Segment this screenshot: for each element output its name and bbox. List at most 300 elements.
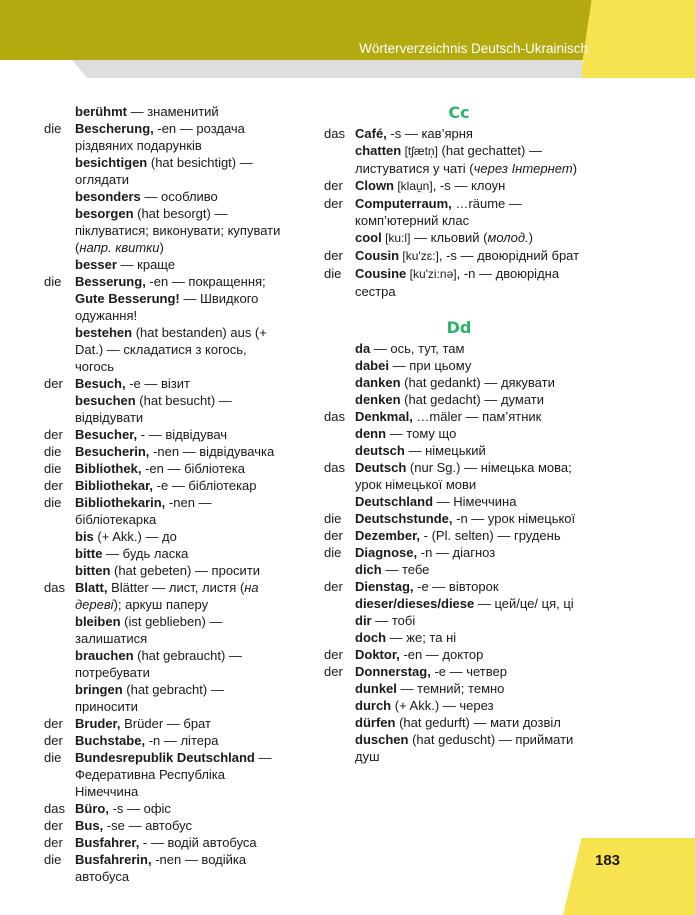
entry-article: das <box>44 801 65 816</box>
entry-article <box>324 425 355 442</box>
header-shadow-strip <box>72 60 582 78</box>
dictionary-entry <box>44 579 289 613</box>
dictionary-entry <box>324 408 594 425</box>
entry-article: der <box>324 647 343 662</box>
entry-article <box>44 103 75 120</box>
dictionary-entry <box>44 528 289 545</box>
entry-definition: -nen — водійка автобуса <box>75 852 247 884</box>
entry-article <box>324 680 355 697</box>
entry-definition: (hat gebracht) — приносити <box>75 682 224 714</box>
entry-article: die <box>44 461 62 476</box>
entry-headword: dürfen <box>355 715 396 730</box>
entry-definition: -e — візит <box>125 376 190 391</box>
entry-text <box>75 647 289 681</box>
entry-headword: bringen <box>75 682 123 697</box>
entry-pronunciation: [ku:l] <box>381 231 411 245</box>
entry-article <box>324 595 355 612</box>
dictionary-entry <box>324 578 594 595</box>
dictionary-entry <box>44 103 289 120</box>
entry-article <box>44 205 75 256</box>
entry-note: через Інтернет <box>473 161 573 176</box>
dictionary-entry <box>324 680 594 697</box>
dictionary-entry <box>324 561 594 578</box>
dictionary-entry <box>44 851 289 885</box>
entry-article: der <box>324 664 343 679</box>
entry-headword: bestehen <box>75 325 133 340</box>
page-number: 183 <box>595 852 621 869</box>
entry-headword: Dezember, <box>355 528 421 543</box>
entry-article: der <box>44 427 63 442</box>
entry-headword: Deutsch <box>355 460 407 475</box>
entry-article <box>44 613 75 647</box>
entry-list-d <box>324 340 594 765</box>
entry-headword: Busfahrerin, <box>75 852 152 867</box>
entry-definition: -s — офіс <box>108 801 171 816</box>
entry-text <box>75 477 289 494</box>
entry-text <box>355 663 594 680</box>
entry-definition: — же; та ні <box>386 630 457 645</box>
entry-text <box>355 265 594 300</box>
entry-headword: Besucherin, <box>75 444 150 459</box>
entry-text <box>75 426 289 443</box>
entry-headword: Blatt, <box>75 580 108 595</box>
entry-definition: -n — діагноз <box>417 545 496 560</box>
entry-article: der <box>324 178 343 193</box>
entry-pronunciation: [ku'zi:nə] <box>406 267 457 281</box>
entry-article <box>44 681 75 715</box>
dictionary-entry <box>324 125 594 142</box>
entry-article <box>324 340 355 357</box>
dictionary-entry <box>324 459 594 493</box>
entry-definition: (hat besorgt) — піклуватися; виконувати; купувати ( <box>75 206 281 255</box>
entry-text <box>355 646 594 663</box>
dictionary-entry <box>324 374 594 391</box>
entry-headword: Besserung, <box>75 274 146 289</box>
entry-text <box>355 391 594 408</box>
entry-headword: chatten <box>355 143 402 158</box>
dictionary-entry <box>44 545 289 562</box>
entry-headword: Café, <box>355 126 387 141</box>
entry-article: der <box>44 478 63 493</box>
entry-text <box>355 459 594 493</box>
entry-text <box>75 851 289 885</box>
entry-definition: (hat gedacht) — думати <box>400 392 544 407</box>
entry-headword: Doktor, <box>355 647 400 662</box>
dictionary-entry <box>324 697 594 714</box>
entry-definition: - — відвідувач <box>137 427 228 442</box>
entry-article <box>44 188 75 205</box>
entry-definition: -en — доктор <box>399 647 484 662</box>
entry-definition: …räume — комп’ютерний клас <box>355 196 522 228</box>
dictionary-entry <box>44 205 289 256</box>
entry-text <box>75 256 289 273</box>
entry-definition: (+ Akk.) — до <box>93 529 177 544</box>
dictionary-entry <box>324 340 594 357</box>
entry-text <box>75 613 289 647</box>
entry-definition: (hat bestanden) aus (+ Dat.) — складатися з когось, чогось <box>75 325 267 374</box>
entry-headword: Bundesrepublik Deutschland <box>75 750 255 765</box>
entry-definition: - (Pl. selten) — грудень <box>420 528 561 543</box>
entry-definition: — будь ласка <box>102 546 189 561</box>
entry-text <box>355 544 594 561</box>
dictionary-entry <box>44 256 289 273</box>
dictionary-entry <box>44 273 289 290</box>
entry-article: der <box>44 716 63 731</box>
entry-text <box>355 612 594 629</box>
entry-headword: Büro, <box>75 801 109 816</box>
entry-headword: Bescherung, <box>75 121 154 136</box>
entry-article: die <box>44 121 62 136</box>
entry-headword: Denkmal, <box>355 409 413 424</box>
entry-headword: durch <box>355 698 392 713</box>
entry-headword: besser <box>75 257 117 272</box>
entry-headword: bleiben <box>75 614 121 629</box>
entry-headword: besichtigen <box>75 155 148 170</box>
entry-article: die <box>324 266 342 281</box>
entry-article <box>324 391 355 408</box>
entry-text <box>355 425 594 442</box>
entry-headword: Deutschland <box>355 494 434 509</box>
entry-text <box>75 392 289 426</box>
entry-definition: …mäler — пам’ятник <box>412 409 542 424</box>
entry-headword: berühmt <box>75 104 127 119</box>
entry-headword: Clown <box>355 178 394 193</box>
dictionary-entry <box>44 154 289 188</box>
entry-headword: besonders <box>75 189 141 204</box>
entry-text <box>75 545 289 562</box>
entry-headword: Dienstag, <box>355 579 414 594</box>
entry-text <box>355 125 594 142</box>
entry-headword: Bruder, <box>75 716 121 731</box>
dictionary-entry <box>44 443 289 460</box>
dictionary-entry <box>324 425 594 442</box>
entry-headword: bitte <box>75 546 103 561</box>
entry-headword: Donnerstag, <box>355 664 431 679</box>
dictionary-entry <box>324 229 594 247</box>
entry-text <box>355 177 594 195</box>
entry-definition: — кльовий ( <box>410 230 488 245</box>
entry-definition: , -s — клоун <box>432 178 506 193</box>
entry-headword: Besuch, <box>75 376 126 391</box>
dictionary-entry <box>324 442 594 459</box>
entry-definition: -n — урок німецької <box>452 511 576 526</box>
entry-article <box>44 562 75 579</box>
entry-text <box>355 408 594 425</box>
entry-definition: — цей/це/ ця, ці <box>474 596 574 611</box>
entry-headword: dich <box>355 562 382 577</box>
entry-definition-tail: ); аркуш паперу <box>113 597 209 612</box>
entry-pronunciation: [klau̯n] <box>394 179 433 193</box>
entry-note: на дереві <box>75 580 259 612</box>
left-column <box>44 103 289 885</box>
entry-definition: — ось, тут, там <box>370 341 465 356</box>
dictionary-entry <box>324 527 594 544</box>
entry-text <box>355 374 594 391</box>
entry-definition: — краще <box>116 257 176 272</box>
entry-article: die <box>44 750 62 765</box>
entry-pronunciation: [ku'zɛ:] <box>399 249 439 263</box>
dictionary-entry <box>44 290 289 324</box>
entry-article <box>44 154 75 188</box>
entry-text <box>75 324 289 375</box>
entry-text <box>355 357 594 374</box>
entry-definition: (hat geduscht) — приймати душ <box>355 732 574 764</box>
dictionary-entry <box>324 493 594 510</box>
entry-article <box>324 629 355 646</box>
entry-headword: Bibliothekar, <box>75 478 154 493</box>
entry-list-c <box>324 125 594 300</box>
entry-definition: — німецький <box>404 443 486 458</box>
entry-definition: (hat gedurft) — мати дозвіл <box>395 715 561 730</box>
dictionary-entry <box>44 715 289 732</box>
entry-headword: da <box>355 341 371 356</box>
dictionary-entry <box>44 392 289 426</box>
entry-definition: -n — літера <box>145 733 219 748</box>
entry-text <box>75 834 289 851</box>
entry-definition: , -n — двоюрідна сестра <box>355 266 560 299</box>
entry-headword: besuchen <box>75 393 136 408</box>
entry-article <box>324 561 355 578</box>
entry-headword: Diagnose, <box>355 545 418 560</box>
dictionary-entry <box>44 749 289 800</box>
entry-definition: Blätter — лист, листя ( <box>107 580 245 595</box>
entry-article: die <box>324 511 342 526</box>
entry-headword: Bibliothek, <box>75 461 142 476</box>
dictionary-entry <box>324 612 594 629</box>
entry-text <box>355 340 594 357</box>
entry-text <box>355 714 594 731</box>
entry-article <box>324 697 355 714</box>
dictionary-entry <box>324 646 594 663</box>
entry-text <box>75 800 289 817</box>
entry-definition-tail: ) <box>572 161 578 176</box>
entry-article: der <box>324 196 343 211</box>
entry-text <box>75 528 289 545</box>
entry-definition: -e — вівторок <box>413 579 499 594</box>
entry-text <box>75 732 289 749</box>
entry-definition: -e — бібліотекар <box>153 478 257 493</box>
entry-text <box>355 142 594 177</box>
entry-text <box>75 715 289 732</box>
entry-headword: bis <box>75 529 94 544</box>
entry-text <box>75 817 289 834</box>
entry-headword: Deutschstunde, <box>355 511 453 526</box>
dictionary-entry <box>44 494 289 528</box>
dictionary-entry <box>44 613 289 647</box>
entry-article: der <box>44 818 63 833</box>
entry-text <box>75 460 289 477</box>
dictionary-entry <box>44 817 289 834</box>
entry-article: die <box>44 495 62 510</box>
entry-definition: -en — роздача різдвяних подарунків <box>75 121 245 153</box>
entry-definition: (hat gebeten) — просити <box>110 563 261 578</box>
entry-headword: Bibliothekarin, <box>75 495 166 510</box>
entry-headword: deutsch <box>355 443 405 458</box>
dictionary-entry <box>44 681 289 715</box>
dictionary-entry <box>324 265 594 300</box>
entry-headword: dunkel <box>355 681 397 696</box>
entry-text <box>75 749 289 800</box>
entry-article: das <box>324 126 345 141</box>
entry-definition: (hat gebraucht) — потребувати <box>75 648 242 680</box>
entry-article: der <box>44 733 63 748</box>
entry-headword: denken <box>355 392 401 407</box>
entry-definition: — темний; темно <box>396 681 505 696</box>
entry-definition: (ist geblieben) — залишатися <box>75 614 223 646</box>
entry-text <box>75 681 289 715</box>
entry-text <box>75 103 289 120</box>
entry-text <box>355 527 594 544</box>
entry-definition: — знаменитий <box>127 104 219 119</box>
entry-headword: dieser/dieses/diese <box>355 596 475 611</box>
entry-definition: (nur Sg.) — німецька мова; урок німецької мови <box>355 460 572 492</box>
entry-text <box>75 443 289 460</box>
entry-article <box>44 392 75 426</box>
entry-headword: bitten <box>75 563 111 578</box>
entry-definition: — Федеративна Республіка Німеччина <box>75 750 272 799</box>
entry-text <box>355 629 594 646</box>
entry-headword: Cousine <box>355 266 407 281</box>
entry-definition: (hat besichtigt) — оглядати <box>75 155 253 187</box>
entry-text <box>75 579 289 613</box>
entry-text <box>355 229 594 247</box>
entry-definition: (+ Akk.) — через <box>391 698 494 713</box>
entry-headword: Cousin <box>355 248 400 263</box>
entry-article <box>44 290 75 324</box>
entry-text <box>75 120 289 154</box>
entry-article <box>44 545 75 562</box>
entry-article: das <box>44 580 65 595</box>
entry-article <box>324 442 355 459</box>
entry-text <box>355 595 594 612</box>
entry-definition: — тому що <box>386 426 457 441</box>
entry-article: der <box>44 835 63 850</box>
entry-list-b <box>44 103 289 885</box>
entry-headword: danken <box>355 375 401 390</box>
entry-definition: — тобі <box>371 613 416 628</box>
entry-text <box>355 510 594 527</box>
entry-definition-tail: ) <box>159 240 164 255</box>
entry-article <box>324 493 355 510</box>
entry-text <box>355 442 594 459</box>
entry-article: der <box>324 248 343 263</box>
dictionary-entry <box>324 247 594 265</box>
entry-headword: Gute Besserung! <box>75 291 180 306</box>
entry-definition: — особливо <box>140 189 218 204</box>
dictionary-entry <box>44 375 289 392</box>
entry-definition: -en — бібліотека <box>141 461 245 476</box>
dictionary-entry <box>324 391 594 408</box>
entry-note: молод. <box>487 230 529 245</box>
entry-article <box>324 357 355 374</box>
entry-article <box>324 612 355 629</box>
entry-definition-tail: ) <box>528 230 534 245</box>
entry-definition: — Швидкого одужання! <box>75 291 259 323</box>
entry-headword: Computerraum, <box>355 196 452 211</box>
dictionary-entry <box>44 562 289 579</box>
entry-text <box>355 680 594 697</box>
entry-text <box>75 290 289 324</box>
entry-article <box>324 229 355 247</box>
entry-definition: — Німеччина <box>433 494 517 509</box>
dictionary-entry <box>324 731 594 765</box>
entry-headword: duschen <box>355 732 409 747</box>
entry-definition: (hat besucht) — відвідувати <box>75 393 232 425</box>
entry-article: die <box>44 852 62 867</box>
section-letter-c: Cc <box>448 103 470 122</box>
entry-definition: — при цьому <box>388 358 472 373</box>
dictionary-entry <box>324 714 594 731</box>
dictionary-entry <box>324 510 594 527</box>
entry-text <box>75 562 289 579</box>
entry-headword: Busfahrer, <box>75 835 140 850</box>
entry-article: die <box>324 545 342 560</box>
dictionary-entry <box>324 177 594 195</box>
dictionary-entry <box>44 834 289 851</box>
entry-headword: doch <box>355 630 387 645</box>
entry-headword: Bus, <box>75 818 104 833</box>
header-corner-accent <box>580 0 695 78</box>
right-column <box>324 103 594 765</box>
dictionary-entry <box>44 732 289 749</box>
entry-definition: — тебе <box>381 562 430 577</box>
entry-text <box>75 273 289 290</box>
dictionary-entry <box>44 460 289 477</box>
entry-definition: (hat gedankt) — дякувати <box>400 375 555 390</box>
entry-pronunciation: [tʃætn̩] <box>401 144 438 158</box>
entry-article <box>324 374 355 391</box>
entry-article: die <box>44 274 62 289</box>
entry-article: das <box>324 460 345 475</box>
page-header-title: Wörterverzeichnis Deutsch-Ukrainisch <box>359 41 588 56</box>
entry-definition: -se — автобус <box>103 818 192 833</box>
entry-text <box>355 697 594 714</box>
dictionary-entry <box>324 357 594 374</box>
entry-definition: -e — четвер <box>430 664 507 679</box>
dictionary-entry <box>44 800 289 817</box>
dictionary-entry <box>324 663 594 680</box>
entry-definition: - — водій автобуса <box>139 835 257 850</box>
entry-text <box>355 561 594 578</box>
entry-text <box>355 247 594 265</box>
dictionary-entry <box>324 629 594 646</box>
dictionary-entry <box>44 426 289 443</box>
entry-article: der <box>324 528 343 543</box>
entry-definition: -nen — відвідувачка <box>149 444 275 459</box>
dictionary-entry <box>44 324 289 375</box>
entry-text <box>75 494 289 528</box>
entry-note: напр. квитки <box>79 240 160 255</box>
section-letter-d: Dd <box>446 318 472 337</box>
entry-text <box>355 195 594 229</box>
entry-definition: -nen — бібліотекарка <box>75 495 212 527</box>
entry-article <box>324 731 355 765</box>
entry-headword: Besucher, <box>75 427 138 442</box>
entry-article: der <box>324 579 343 594</box>
entry-article: der <box>44 376 63 391</box>
entry-article <box>324 142 355 177</box>
dictionary-entry <box>44 120 289 154</box>
entry-article <box>324 714 355 731</box>
entry-text <box>355 578 594 595</box>
dictionary-entry <box>324 142 594 177</box>
entry-definition: Brüder — брат <box>120 716 211 731</box>
footer-corner-accent <box>563 838 695 915</box>
entry-article <box>44 528 75 545</box>
dictionary-entry <box>44 647 289 681</box>
entry-article <box>44 324 75 375</box>
entry-headword: Buchstabe, <box>75 733 146 748</box>
